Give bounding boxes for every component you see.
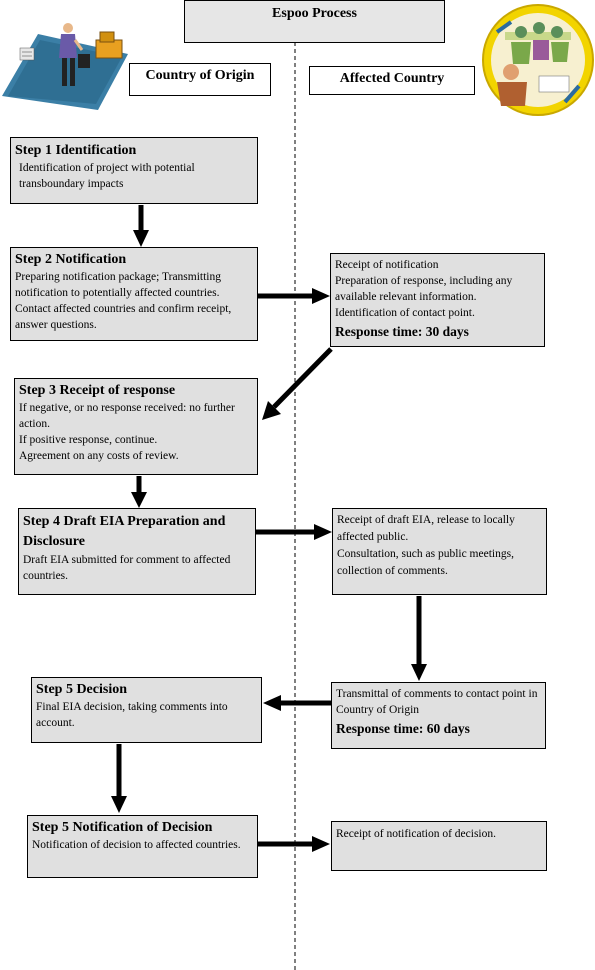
step-5-notification-box (27, 815, 258, 878)
step-1-text: Identification of project with potential transboundary impacts (19, 162, 195, 190)
arrow-notification-affected4 (258, 836, 330, 852)
header-affected-country: Affected Country (309, 66, 475, 95)
affected-3-box (331, 682, 546, 749)
arrow-step1-step2 (133, 205, 149, 247)
step-2-text-2: Contact affected countries and confirm receipt, answer questions. (15, 303, 232, 331)
affected-4-box (331, 821, 547, 871)
affected-1-text-1: Receipt of notification (335, 259, 439, 271)
arrow-affected3-step5 (263, 695, 331, 711)
arrow-affected1-step3 (262, 349, 331, 420)
arrow-step4-affected2 (256, 524, 332, 540)
affected-1-response-time: Response time: 30 days (335, 324, 469, 339)
step-3-text-2: If positive response, continue. (19, 434, 158, 446)
affected-1-box (330, 253, 545, 347)
diagram-title: Espoo Process (184, 0, 445, 43)
affected-2-box (332, 508, 547, 595)
travel-clipart-icon (0, 12, 128, 112)
affected-2-text-1: Receipt of draft EIA, release to locally affected public. (337, 514, 515, 543)
step-2-title: Step 2 Notification (15, 252, 127, 267)
step-5-decision-text: Final EIA decision, taking comments into account. (36, 701, 228, 729)
meeting-clipart-icon (481, 2, 595, 118)
step-4-box (18, 508, 256, 595)
step-3-box (14, 378, 258, 475)
affected-1-text-2: Preparation of response, including any available relevant information. (335, 275, 513, 303)
affected-3-text: Transmittal of comments to contact point in Country of Origin (336, 688, 538, 716)
arrow-affected2-affected3 (411, 596, 427, 681)
affected-2-text-2: Consultation, such as public meetings, collection of comments. (337, 548, 514, 577)
step-1-box (10, 137, 258, 204)
step-5-notification-title: Step 5 Notification of Decision (32, 820, 213, 835)
step-4-text: Draft EIA submitted for comment to affected countries. (23, 554, 231, 582)
step-1-title: Step 1 Identification (15, 143, 137, 158)
affected-1-text-3: Identification of contact point. (335, 307, 475, 319)
step-3-title: Step 3 Receipt of response (19, 383, 176, 398)
step-5-decision-box (31, 677, 262, 743)
step-5-notification-text: Notification of decision to affected countries. (32, 839, 241, 851)
arrow-step5-notification (111, 744, 127, 813)
step-2-box (10, 247, 258, 341)
step-3-text-3: Agreement on any costs of review. (19, 450, 179, 462)
step-4-title: Step 4 Draft EIA Preparation and Disclosure (23, 514, 226, 549)
step-2-text-1: Preparing notification package; Transmitting notification to potentially affected countries. (15, 271, 222, 299)
step-5-decision-title: Step 5 Decision (36, 682, 127, 697)
step-3-text-1: If negative, or no response received: no further action. (19, 402, 235, 430)
affected-3-response-time: Response time: 60 days (336, 721, 470, 736)
header-country-of-origin: Country of Origin (129, 63, 271, 96)
affected-4-text: Receipt of notification of decision. (336, 828, 496, 840)
arrow-step3-step4 (131, 476, 147, 508)
arrow-step2-affected1 (258, 288, 330, 304)
